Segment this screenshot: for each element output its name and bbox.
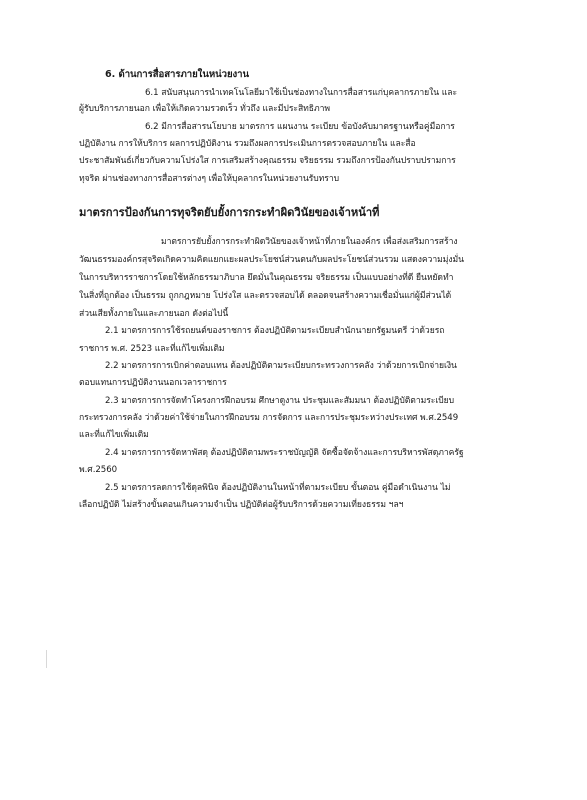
item-2-3-line-1: 2.3 มาตรการการจัดทำโครงการฝึกอบรม ศึกษาดูงาน ประชุมและสัมมนา ต้องปฏิบัติตามระเบียบ (105, 396, 455, 406)
item-2-5-line-1: 2.5 มาตรการลดการใช้ดุลพินิจ ต้องปฏิบัติงานในหน้าที่ตามระเบียบ ขั้นตอน คู่มือดำเนินงาน ไม่ (105, 483, 451, 493)
measures-intro-line-4: ในสิ่งที่ถูกต้อง เป็นธรรม ถูกกฎหมาย โปร่งใส และตรวจสอบได้ ตลอดจนสร้างความเชื่อมั่นแก่ผู้มีส่วนได้ (79, 291, 452, 301)
item-2-2-line-1: 2.2 มาตรการการเบิกค่าตอบแทน ต้องปฏิบัติตามระเบียบกระทรวงการคลัง ว่าด้วยการเบิกจ่ายเงิน (105, 361, 457, 371)
item-2-4-line-1: 2.4 มาตรการการจัดหาพัสดุ ต้องปฏิบัติตามพระราชบัญญัติ จัดซื้อจัดจ้างและการบริหารพัสดุภาครัฐ (105, 448, 464, 458)
item-6-2-line-2: ปฏิบัติงาน การให้บริการ ผลการปฏิบัติงาน รวมถึงผลการประเมินการตรวจสอบภายใน และสื่อ (79, 139, 416, 149)
item-2-3-line-2: กระทรวงการคลัง ว่าด้วยค่าใช้จ่ายในการฝึกอบรม การจัดการ และการประชุมระหว่างประเทศ พ.ศ.2549 (79, 413, 459, 423)
measures-intro-line-1: มาตรการยับยั้งการกระทำผิดวินัยของเจ้าหน้าที่ภายในองค์กร เพื่อส่งเสริมการสร้าง (161, 237, 458, 247)
item-6-2-line-3: ประชาสัมพันธ์เกี่ยวกับความโปร่งใส การเสริมสร้างคุณธรรม จริยธรรม รวมถึงการป้องกันปราบปรามการ (79, 156, 456, 166)
item-2-1-line-2: ราชการ พ.ศ. 2523 และที่แก้ไขเพิ่มเติม (79, 344, 225, 354)
item-6-1-line-1: 6.1 สนับสนุนการนำเทคโนโลยีมาใช้เป็นช่องทางในการสื่อสารแก่บุคลากรภายใน และ (145, 88, 458, 98)
item-6-2-line-1: 6.2 มีการสื่อสารนโยบาย มาตรการ แผนงาน ระเบียบ ข้อบังคับมาตรฐานหรือคู่มือการ (145, 122, 455, 132)
item-2-2-line-2: ตอบแทนการปฏิบัติงานนอกเวลาราชการ (79, 378, 227, 388)
item-2-4-line-2: พ.ศ.2560 (79, 465, 118, 475)
measures-intro-line-2: วัฒนธรรมองค์กรสุจริตเกิดความคิดแยกแยะผลประโยชน์ส่วนตนกับผลประโยชน์ส่วนรวม แสดงความมุ่งมั่น (79, 255, 464, 265)
item-6-1-line-2: ผู้รับบริการภายนอก เพื่อให้เกิดความรวดเร็ว ทั่วถึง และมีประสิทธิภาพ (79, 104, 330, 114)
item-2-5-line-2: เลือกปฏิบัติ ไม่สร้างขั้นตอนเกินความจำเป็น ปฏิบัติต่อผู้รับบริการด้วยความเที่ยงธรรม ฯลฯ (79, 500, 404, 510)
measures-intro-line-3: ในการบริหารราชการโดยใช้หลักธรรมาภิบาล ยึดมั่นในคุณธรรม จริยธรรม เป็นแบบอย่างที่ดี ยืนหยัดทำ (79, 273, 454, 283)
item-6-2-line-4: ทุจริต ผ่านช่องทางการสื่อสารต่างๆ เพื่อให้บุคลากรในหน่วยงานรับทราบ (79, 174, 340, 184)
measures-intro-line-5: ส่วนเสียทั้งภายในและภายนอก ดังต่อไปนี้ (79, 309, 229, 319)
section-6-heading: 6. ด้านการสื่อสารภายในหน่วยงาน (105, 69, 249, 80)
measures-heading: มาตรการป้องกันการทุจริตยับยั้งการกระทำผิดวินัยของเจ้าหน้าที่ (79, 206, 380, 219)
scan-mark (46, 650, 47, 668)
item-2-3-line-3: และที่แก้ไขเพิ่มเติม (79, 430, 149, 440)
item-2-1-line-1: 2.1 มาตรการการใช้รถยนต์ของราชการ ต้องปฏิบัติตามระเบียบสำนักนายกรัฐมนตรี ว่าด้วยรถ (105, 326, 445, 336)
